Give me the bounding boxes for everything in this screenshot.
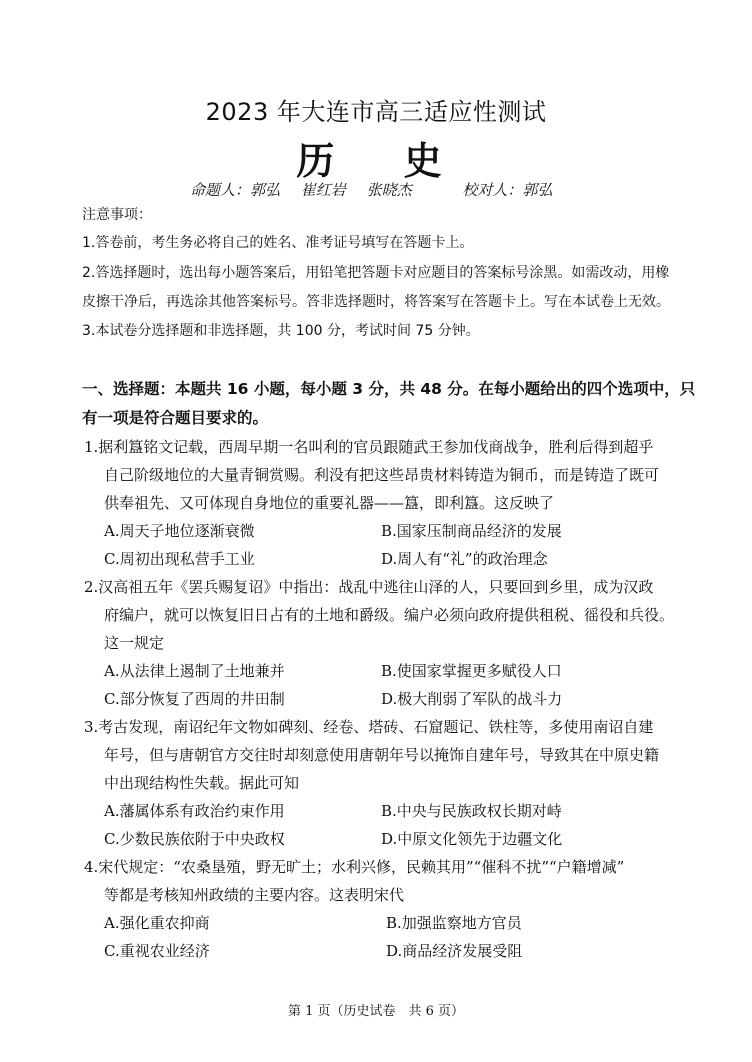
q2-line-2: 府编户，就可以恢复旧日占有的土地和爵级。编户必须向政府提供租税、徭役和兵役。 (104, 606, 675, 624)
q4-line-1: 4.宋代规定：“农桑垦殖，野无旷土；水利兴修，民赖其用”“催科不扰”“户籍增减” (84, 858, 625, 876)
author-3: 张晓杰 (366, 181, 412, 199)
q2-option-a: A.从法律上遏制了土地兼并 (104, 662, 285, 680)
notice-item-1: 1.答卷前，考生务必将自己的姓名、准考证号填写在答题卡上。 (82, 235, 474, 251)
q1-option-b: B.国家压制商品经济的发展 (381, 522, 562, 540)
q2-line-1: 2.汉高祖五年《罢兵赐复诏》中指出：战乱中逃往山泽的人，只要回到乡里，成为汉政 (84, 578, 654, 596)
q2-option-b: B.使国家掌握更多赋役人口 (381, 662, 562, 680)
q2-option-d: D.极大削弱了军队的战斗力 (381, 690, 563, 708)
author-label: 命题人：郭弘 (190, 181, 281, 199)
q1-option-a: A.周天子地位逐渐衰微 (104, 522, 255, 540)
q3-line-1: 3.考古发现，南诏纪年文物如碑刻、经卷、塔砖、石窟题记、铁柱等，多使用南诏自建 (84, 718, 654, 736)
q2-option-c: C.部分恢复了西周的井田制 (104, 690, 285, 708)
section-heading-line-2: 有一项是符合题目要求的。 (82, 409, 269, 427)
notice-item-2-line-2: 皮擦干净后，再选涂其他答案标号。答非选择题时，将答案写在答题卡上。写在本试卷上无效。 (82, 294, 670, 310)
notice-item-3: 3.本试卷分选择题和非选择题，共 100 分，考试时间 75 分钟。 (82, 323, 480, 339)
author-2: 崔红岩 (300, 181, 346, 199)
proofreader: 校对人：郭弘 (462, 181, 553, 199)
q1-line-3: 供奉祖先、又可体现自身地位的重要礼器——簋，即利簋。这反映了 (104, 494, 555, 512)
q4-line-2: 等都是考核知州政绩的主要内容。这表明宋代 (104, 886, 405, 904)
q3-line-2: 年号，但与唐朝官方交往时却刻意使用唐朝年号以掩饰自建年号，导致其在中原史籍 (104, 746, 660, 764)
q1-option-c: C.周初出现私营手工业 (104, 550, 255, 568)
q1-line-2: 自己阶级地位的大量青铜赏赐。利没有把这些昂贵材料铸造为铜币，而是铸造了既可 (104, 466, 660, 484)
q3-option-b: B.中央与民族政权长期对峙 (381, 802, 562, 820)
q3-option-c: C.少数民族依附于中央政权 (104, 830, 285, 848)
q4-option-d: D.商品经济发展受阻 (386, 942, 523, 960)
q1-option-d: D.周人有“礼”的政治理念 (381, 550, 548, 568)
authors-line (190, 179, 562, 200)
notice-title: 注意事项： (82, 207, 152, 223)
exam-title: 2023 年大连市高三适应性测试 (205, 98, 547, 126)
notice-item-2-line-1: 2.答选择题时，选出每小题答案后，用铅笔把答题卡对应题目的答案标号涂黑。如需改动，用橡 (82, 265, 670, 281)
section-heading-line-1: 一、选择题：本题共 16 小题，每小题 3 分，共 48 分。在每小题给出的四个选项中，只 (82, 380, 696, 398)
subject-title: 历 史 (296, 138, 470, 183)
q4-option-b: B.加强监察地方官员 (386, 914, 522, 932)
q1-line-1: 1.据利簋铭文记载，西周早期一名叫利的官员跟随武王参加伐商战争，胜利后得到超乎 (84, 438, 654, 456)
q2-line-3: 这一规定 (104, 634, 165, 652)
q3-option-a: A.藩属体系有政治约束作用 (104, 802, 285, 820)
q3-option-d: D.中原文化领先于边疆文化 (381, 830, 563, 848)
q4-option-a: A.强化重农抑商 (104, 914, 210, 932)
q4-option-c: C.重视农业经济 (104, 942, 210, 960)
q3-line-3: 中出现结构性失载。据此可知 (104, 774, 300, 792)
page-footer: 第 1 页（历史试卷 共 6 页） (287, 1004, 465, 1019)
